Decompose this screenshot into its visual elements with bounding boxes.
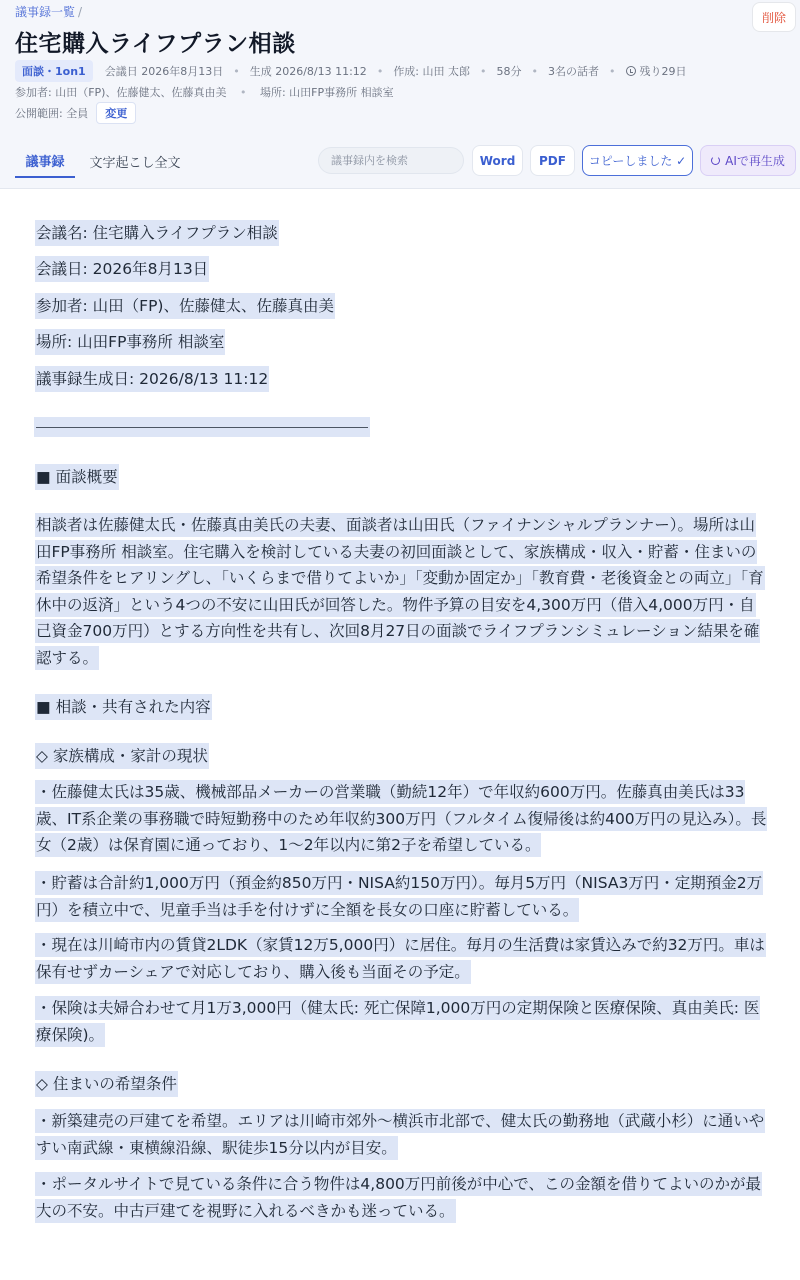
ai-regenerate-button[interactable] xyxy=(700,145,796,176)
search-input[interactable] xyxy=(318,147,464,174)
location: 場所: 山田FP事務所 相談室 xyxy=(259,86,394,99)
delete-button[interactable]: 削除 xyxy=(752,2,796,32)
subheading-housing-preferences: ◇ 住まいの希望条件 xyxy=(35,1068,178,1105)
list-item: ・新築建売の戸建てを希望。エリアは川崎市郊外〜横浜市北部で、健太氏の勤務地（武蔵小杉）に通いやすい南武線・東横線沿線、駅徒歩15分以内が目安。 xyxy=(35,1108,770,1161)
list-item: ・貯蓄は合計約1,000万円（預金約850万円・NISA約150万円）。毎月5万円（NISA3万円・定期預金2万円）を積立中で、児童手当は手を付けずに全額を長女の口座に貯蓄している。 xyxy=(35,870,770,923)
list-item: ・現在は川崎市内の賃貸2LDK（家賃12万5,000円）に居住。毎月の生活費は家賃込みで約32万円。車は保有せずカーシェアで対応しており、購入後も当面その予定。 xyxy=(35,932,770,985)
clock-icon xyxy=(626,66,636,76)
tab-minutes[interactable]: 議事録 xyxy=(15,144,75,178)
meta-separator: • xyxy=(480,64,487,78)
participants-row xyxy=(15,84,394,100)
generated-date: 生成 2026/8/13 11:12 xyxy=(249,65,367,78)
overview-paragraph: 相談者は佐藤健太氏・佐藤真由美氏の夫妻、面談者は山田氏（ファイナンシャルプランナー）。場所は山田FP事務所 相談室。住宅購入を検討している夫妻の初回面談として、家族構成・収入・貯蓄・住まいの希望条件をヒアリングし、「いくらまで借りてよいか」「変動か固定か」「教育費・老後資金との両立」「育休中の返済」という4つの不安に山田氏が回答した。物件予算の目安を4,300万円（借入4,000万円・自己資金700万円）とする方向性を共有し、次回8月27日の面談でライフプランシミュレーション結果を確認する。 xyxy=(35,512,770,672)
tab-transcript[interactable]: 文字起こし全文 xyxy=(89,155,181,171)
section-heading-overview: ■ 面談概要 xyxy=(35,461,119,498)
minutes-line-location: 場所: 山田FP事務所 相談室 xyxy=(35,326,225,363)
minutes-line-meeting-name: 会議名: 住宅購入ライフプラン相談 xyxy=(35,217,279,254)
section-heading-consultation: ■ 相談・共有された内容 xyxy=(35,691,212,728)
breadcrumb-separator: / xyxy=(78,5,83,19)
list-item: ・ポータルサイトで見ている条件に合う物件は4,800万円前後が中心で、この金額を借りてよいのかが最大の不安。中古戸建てを視野に入れるべきかも迷っている。 xyxy=(35,1171,770,1224)
list-item: ・佐藤健太氏は35歳、機械部品メーカーの営業職（勤続12年）で年収約600万円。佐藤真由美氏は33歳、IT系企業の事務職で時短勤務中のため年収約300万円（フルタイム復帰後は約400万円の見込み）。長女（2歳）は保育園に通っており、1〜2年以内に第2子を希望している。 xyxy=(35,779,770,859)
ai-regenerate-label: AIで再生成 xyxy=(725,154,785,168)
subheading-family-finance: ◇ 家族構成・家計の現状 xyxy=(35,740,209,777)
meta-separator: • xyxy=(609,64,616,78)
meta-separator: • xyxy=(233,64,240,78)
copy-button[interactable]: コピーしました ✓ xyxy=(582,145,693,176)
duration: 58分 xyxy=(496,65,522,78)
visibility-label: 公開範囲: 全員 xyxy=(15,107,89,120)
visibility-row xyxy=(15,102,136,124)
author: 作成: 山田 太郎 xyxy=(393,65,471,78)
minutes-line-generated: 議事録生成日: 2026/8/13 11:12 xyxy=(35,363,269,400)
retention-remaining: 残り29日 xyxy=(639,65,687,78)
section-divider xyxy=(34,417,370,437)
export-word-button[interactable]: Word xyxy=(472,145,523,176)
refresh-icon xyxy=(711,156,720,165)
meta-separator: • xyxy=(531,64,539,78)
minutes-line-meeting-date: 会議日: 2026年8月13日 xyxy=(35,253,209,290)
change-visibility-button[interactable]: 変更 xyxy=(96,102,136,124)
participants: 参加者: 山田（FP)、佐藤健太、佐藤真由美 xyxy=(15,86,227,99)
export-pdf-button[interactable]: PDF xyxy=(530,145,575,176)
page-title: 住宅購入ライフプラン相談 xyxy=(15,31,296,57)
meeting-header xyxy=(0,0,800,189)
meta-separator: • xyxy=(239,86,247,99)
breadcrumb-minutes-list-link[interactable]: 議事録一覧 xyxy=(15,5,76,19)
meeting-type-badge: 面談・1on1 xyxy=(15,60,93,82)
meeting-date: 会議日 2026年8月13日 xyxy=(104,65,224,78)
meta-separator: • xyxy=(376,64,384,78)
speaker-count: 3名の話者 xyxy=(548,65,600,78)
breadcrumb xyxy=(15,3,82,20)
list-item: ・保険は夫婦合わせて月1万3,000円（健太氏: 死亡保障1,000万円の定期保険と医療保険、真由美氏: 医療保険)。 xyxy=(35,995,770,1048)
minutes-line-participants: 参加者: 山田（FP)、佐藤健太、佐藤真由美 xyxy=(35,290,335,327)
meta-row xyxy=(15,60,687,82)
